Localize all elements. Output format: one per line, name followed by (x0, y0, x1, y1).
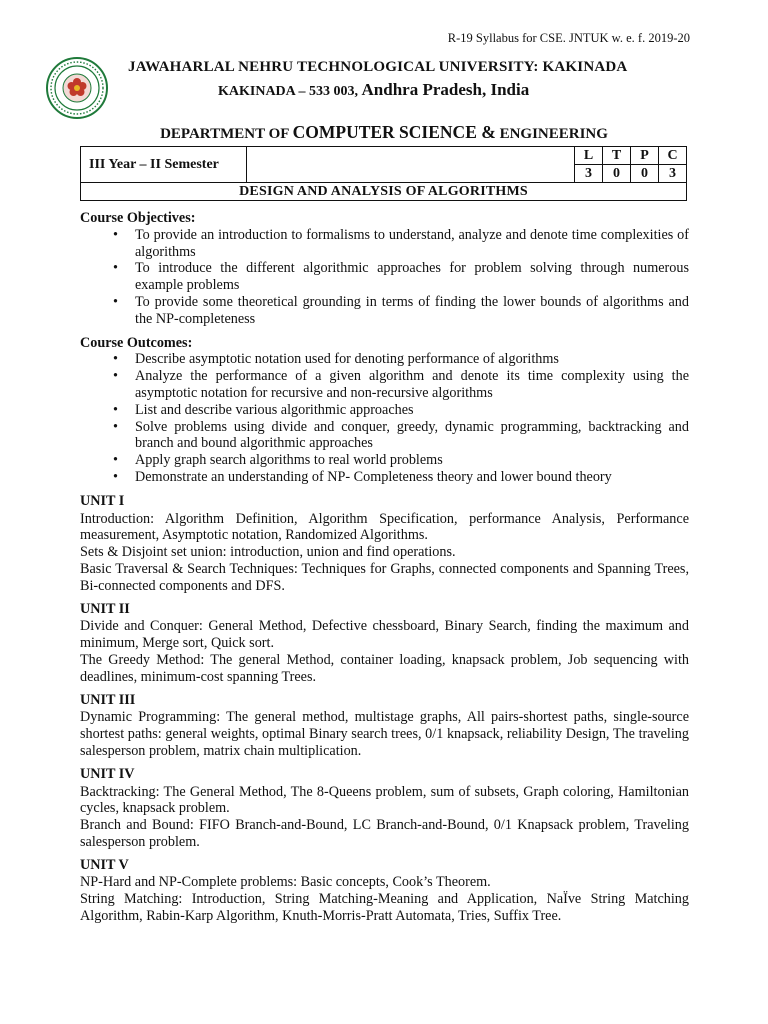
department-title (0, 122, 768, 143)
list-item: • To provide an introduction to formalisms to understand, analyze and denote time complexities of algorithms (135, 227, 689, 261)
unit-4-paragraph: Backtracking: The General Method, The 8-Queens problem, sum of subsets, Graph coloring, Hamiltonian cycles, knapsack problem. (80, 783, 689, 817)
unit-2-title: UNIT II (80, 600, 130, 617)
ltpc-value-p: 0 (631, 165, 659, 183)
objectives-title: Course Objectives: (80, 210, 196, 226)
ltpc-header-p: P (631, 147, 659, 165)
syllabus-content (80, 209, 689, 925)
unit-1-title: UNIT I (80, 492, 125, 509)
list-item: • To introduce the different algorithmic approaches for problem solving through numerous example problems (135, 260, 689, 294)
blank-cell (247, 147, 575, 183)
syllabus-reference: R-19 Syllabus for CSE. JNTUK w. e. f. 2019-20 (447, 31, 690, 45)
unit-1-paragraph: Introduction: Algorithm Definition, Algorithm Specification, performance Analysis, Performance measurement, Asymptotic notation, Randomized Algorithms. (80, 510, 689, 544)
list-item: • Describe asymptotic notation used for denoting performance of algorithms (135, 351, 689, 368)
ltpc-header-l: L (575, 147, 603, 165)
objectives-list (80, 227, 689, 328)
university-logo (46, 57, 108, 119)
address-state: Andhra Pradesh, India (361, 80, 530, 99)
address-city: KAKINADA – 533 003, (218, 84, 359, 99)
unit-5-paragraph: String Matching: Introduction, String Matching-Meaning and Application, NaÏve String Matching Algorithm, Rabin-Karp Algorithm, Knuth-Morris-Pratt Automata, Tries, Suffix Tree. (80, 891, 689, 925)
dept-suffix: ENGINEERING (499, 126, 608, 142)
outcomes-list (80, 351, 689, 485)
list-item: • List and describe various algorithmic approaches (135, 402, 689, 419)
unit-2-paragraph: Divide and Conquer: General Method, Defective chessboard, Binary Search, finding the maximum and minimum, Merge sort, Quick sort. (80, 618, 689, 652)
unit-4-paragraph: Branch and Bound: FIFO Branch-and-Bound, LC Branch-and-Bound, 0/1 Knapsack problem, Traveling salesperson problem. (80, 817, 689, 850)
outcomes-title: Course Outcomes: (80, 334, 193, 351)
course-name: DESIGN AND ANALYSIS OF ALGORITHMS (81, 183, 687, 201)
university-address (218, 80, 529, 100)
unit-5-paragraph: NP-Hard and NP-Complete problems: Basic concepts, Cook’s Theorem. (80, 874, 491, 891)
list-item: • Analyze the performance of a given algorithm and denote its time complexity using the asymptotic notation for recursive and non-recursive algorithms (135, 368, 689, 402)
ltpc-header-c: C (659, 147, 687, 165)
unit-3-paragraph: Dynamic Programming: The general method, multistage graphs, All pairs-shortest paths, single-source shortest paths: general weights, optimal Binary search trees, 0/1 knapsack, reliability Design, The traveling salesperson problem, matrix chain multiplication. (80, 709, 689, 759)
list-item: • Demonstrate an understanding of NP- Completeness theory and lower bound theory (135, 469, 689, 486)
ltpc-value-c: 3 (659, 165, 687, 183)
ltpc-value-t: 0 (603, 165, 631, 183)
ltpc-value-l: 3 (575, 165, 603, 183)
ltpc-header-t: T (603, 147, 631, 165)
dept-prefix: DEPARTMENT OF (160, 126, 289, 142)
unit-1-paragraph: Sets & Disjoint set union: introduction, union and find operations. (80, 544, 456, 561)
unit-5-title: UNIT V (80, 856, 129, 873)
unit-4-title: UNIT IV (80, 765, 135, 782)
dept-main: COMPUTER SCIENCE & (292, 122, 496, 142)
unit-3-title: UNIT III (80, 691, 136, 708)
unit-2-paragraph: The Greedy Method: The general Method, container loading, knapsack problem, Job sequencing with deadlines, minimum-cost spanning Trees. (80, 651, 689, 685)
university-name: JAWAHARLAL NEHRU TECHNOLOGICAL UNIVERSITY: KAKINADA (128, 59, 628, 75)
list-item: • Apply graph search algorithms to real world problems (135, 452, 689, 469)
list-item: • To provide some theoretical grounding in terms of finding the lower bounds of algorithms and the NP-completeness (135, 294, 689, 328)
list-item: • Solve problems using divide and conquer, greedy, dynamic programming, backtracking and branch and bound algorithmic approaches (135, 419, 689, 453)
semester-label: III Year – II Semester (81, 147, 247, 183)
course-header-table (80, 146, 687, 201)
unit-1-paragraph: Basic Traversal & Search Techniques: Techniques for Graphs, connected components and Spanning Trees, Bi-connected components and DFS. (80, 560, 689, 594)
